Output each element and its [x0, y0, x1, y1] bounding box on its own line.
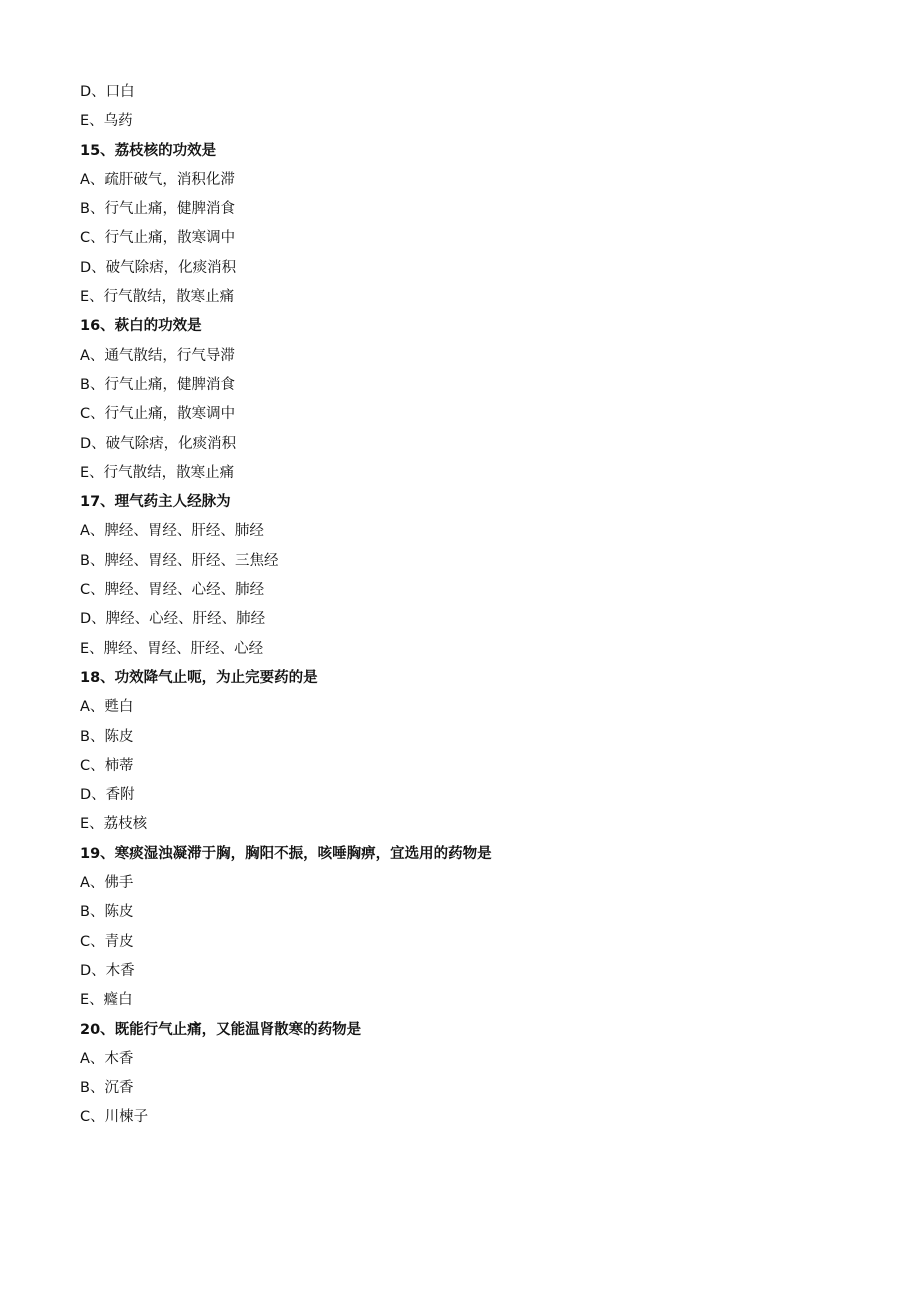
- option-line: A、木香: [80, 1050, 134, 1067]
- option-line: A、疏肝破气，消积化滞: [80, 171, 235, 188]
- option-line: E、乌药: [80, 113, 133, 130]
- option-line: C、行气止痛，散寒调中: [80, 230, 236, 247]
- question-line: 18、功效降气止呃，为止完要药的是: [80, 669, 318, 686]
- option-line: D、木香: [80, 962, 135, 979]
- question-line: 17、理气药主人经脉为: [80, 494, 231, 511]
- question-line: 16、萩白的功效是: [80, 318, 202, 335]
- option-line: B、陈皮: [80, 904, 134, 921]
- option-line: E、行气散结，散寒止痛: [80, 464, 235, 481]
- option-line: B、沉香: [80, 1080, 134, 1097]
- option-line: C、脾经、胃经、心经、肺经: [80, 582, 265, 599]
- option-line: C、柿蒂: [80, 757, 134, 774]
- option-line: E、荔枝核: [80, 816, 148, 833]
- option-line: E、脾经、胃经、肝经、心经: [80, 640, 264, 657]
- option-line: A、甦白: [80, 699, 134, 716]
- option-line: A、佛手: [80, 875, 134, 892]
- option-line: B、行气止痛，健脾消食: [80, 376, 235, 393]
- option-line: B、脾经、胃经、肝经、三焦经: [80, 552, 279, 569]
- question-line: 19、寒痰湿浊凝滞于胸，胸阳不振，咳唾胸痹，宜选用的药物是: [80, 845, 492, 862]
- option-line: E、行气散结，散寒止痛: [80, 289, 235, 306]
- option-line: B、行气止痛，健脾消食: [80, 201, 235, 218]
- option-line: C、行气止痛，散寒调中: [80, 406, 236, 423]
- option-line: A、脾经、胃经、肝经、肺经: [80, 523, 264, 540]
- option-line: A、通气散结，行气导滞: [80, 347, 235, 364]
- question-line: 20、既能行气止痛，又能温肾散寒的药物是: [80, 1021, 362, 1038]
- option-line: D、口白: [80, 84, 135, 100]
- option-line: B、陈皮: [80, 728, 134, 745]
- option-line: C、川楝子: [80, 1109, 149, 1126]
- option-line: C、青皮: [80, 933, 134, 950]
- option-line: D、香附: [80, 787, 135, 804]
- option-line: D、破气除痞，化痰消积: [80, 259, 237, 276]
- option-line: D、脾经、心经、肝经、肺经: [80, 611, 266, 628]
- document-page: [80, 78, 860, 1133]
- question-line: 15、荔枝核的功效是: [80, 142, 217, 159]
- option-line: D、破气除痞，化痰消积: [80, 435, 237, 452]
- option-line: E、癃白: [80, 992, 133, 1009]
